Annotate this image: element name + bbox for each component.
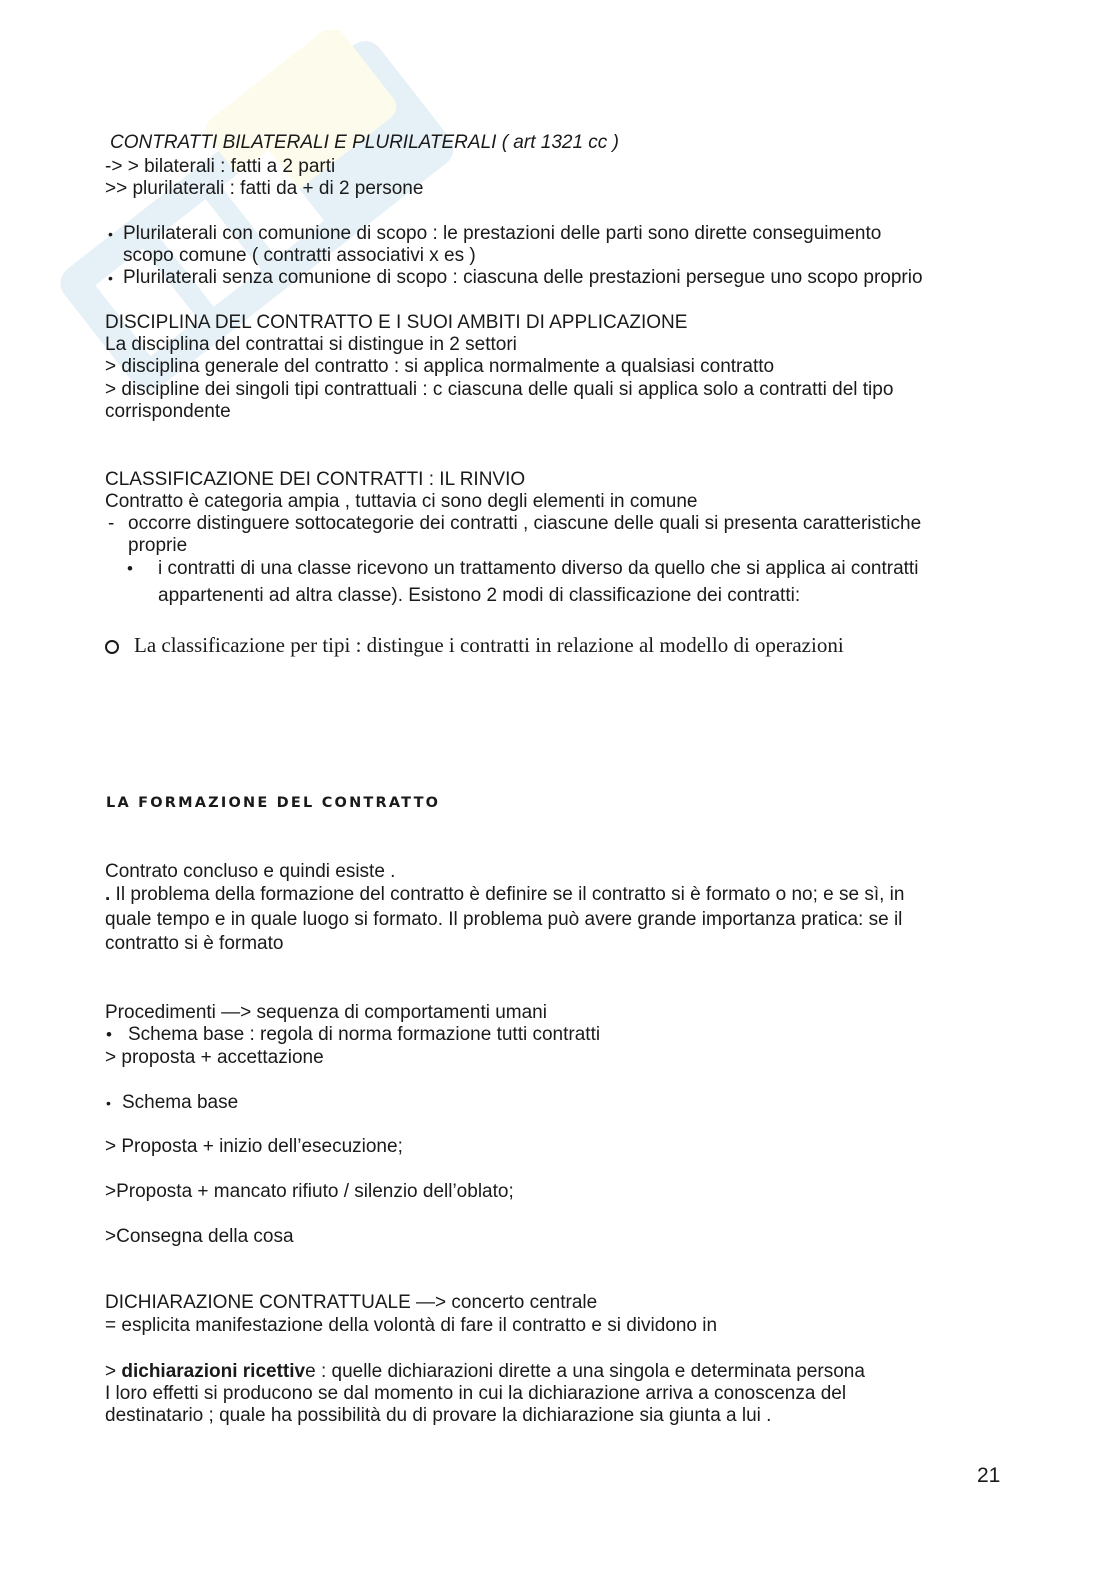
bullet-icon: • xyxy=(106,1095,111,1111)
dash-icon: - xyxy=(108,513,115,534)
bullet-icon: • xyxy=(108,226,113,242)
text-line xyxy=(105,1361,865,1383)
circle-bullet-text: La classificazione per tipi : distingue i contratti in relazione al modello di operazioni xyxy=(134,633,844,657)
text-line: -> > bilaterali : fatti a 2 parti xyxy=(105,156,336,177)
bullet-icon: • xyxy=(108,270,113,286)
text-line: > proposta + accettazione xyxy=(105,1047,324,1068)
bullet-text: scopo comune ( contratti associativi x es ) xyxy=(123,245,476,266)
page-number: 21 xyxy=(977,1464,1001,1487)
text-line: Contratto è categoria ampia , tuttavia ci sono degli elementi in comune xyxy=(105,491,698,512)
text-line: I loro effetti si producono se dal momento in cui la dichiarazione arriva a conoscenza del xyxy=(105,1383,847,1404)
text-line: destinatario ; quale ha possibilità du di provare la dichiarazione sia giunta a lui . xyxy=(105,1405,772,1426)
text-line: >Proposta + mancato rifiuto / silenzio dell’oblato; xyxy=(105,1181,514,1202)
section-title-bilaterali: CONTRATTI BILATERALI E PLURILATERALI ( art 1321 cc ) xyxy=(110,132,619,153)
text-line: corrispondente xyxy=(105,401,231,422)
section-title-disciplina: DISCIPLINA DEL CONTRATTO E I SUOI AMBITI DI APPLICAZIONE xyxy=(105,312,688,333)
paragraph-dot: . xyxy=(105,884,111,905)
paragraph-line: quale tempo e in quale luogo si formato. Il problema può avere grande importanza pratica: se il xyxy=(105,909,903,930)
text-line: > disciplina generale del contratto : si applica normalmente a qualsiasi contratto xyxy=(105,356,775,377)
dash-text: occorre distinguere sottocategorie dei contratti , ciascune delle quali si presenta caratteristiche xyxy=(128,513,922,534)
text-line: > discipline dei singoli tipi contrattuali : c ciascuna delle quali si applica solo a contratti del tipo xyxy=(105,379,894,400)
dash-text: proprie xyxy=(128,535,188,556)
section-title-classificazione: CLASSIFICAZIONE DEI CONTRATTI : IL RINVIO xyxy=(105,469,526,490)
bullet-text: Schema base : regola di norma formazione tutti contratti xyxy=(128,1024,601,1045)
bullet-icon: • xyxy=(106,1025,112,1044)
section-title-dichiarazione: DICHIARAZIONE CONTRATTUALE —> concerto centrale xyxy=(105,1292,598,1313)
bullet-text: Plurilaterali senza comunione di scopo : ciascuna delle prestazioni persegue uno scopo proprio xyxy=(123,267,923,288)
paragraph-line: contratto si è formato xyxy=(105,933,284,954)
text-line: Procedimenti —> sequenza di comportamenti umani xyxy=(105,1002,547,1023)
text-line: >> plurilaterali : fatti da + di 2 persone xyxy=(105,178,424,199)
text-rest: e : quelle dichiarazioni dirette a una singola e determinata persona xyxy=(305,1361,865,1382)
bullet-text: i contratti di una classe ricevono un trattamento diverso da quello che si applica ai contratti xyxy=(158,558,919,579)
circle-bullet-icon xyxy=(105,640,119,654)
text-line: >Consegna della cosa xyxy=(105,1226,294,1247)
bullet-text: appartenenti ad altra classe). Esistono 2 modi di classificazione dei contratti: xyxy=(158,585,801,606)
text-line: Contrato concluso e quindi esiste . xyxy=(105,861,396,882)
paragraph-line xyxy=(105,884,904,906)
text-line: = esplicita manifestazione della volontà di fare il contratto e si dividono in xyxy=(105,1315,718,1336)
paragraph-text: Il problema della formazione del contratto è definire se il contratto si è formato o no; e se sì, in xyxy=(110,884,905,905)
bullet-icon: • xyxy=(127,559,133,578)
bold-term: dichiarazioni ricettiv xyxy=(121,1361,306,1382)
text-line: > Proposta + inizio dell’esecuzione; xyxy=(105,1136,403,1157)
bullet-text: Plurilaterali con comunione di scopo : le prestazioni delle parti sono dirette conseguimento xyxy=(123,223,882,244)
bullet-text: Schema base xyxy=(122,1092,239,1113)
heading-formazione: LA FORMAZIONE DEL CONTRATTO xyxy=(106,795,441,811)
text-line: La disciplina del contrattai si distingue in 2 settori xyxy=(105,334,517,355)
text-prefix: > xyxy=(105,1361,122,1382)
